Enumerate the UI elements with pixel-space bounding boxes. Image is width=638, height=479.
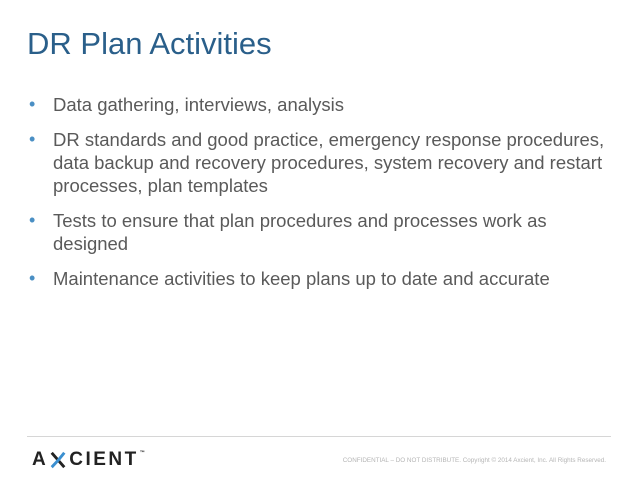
bullet-text: Maintenance activities to keep plans up to date and accurate: [53, 268, 550, 289]
bullet-icon: •: [29, 129, 36, 149]
logo-letter-a: A: [32, 449, 49, 470]
bullet-item: [27, 93, 617, 116]
bullet-icon: •: [29, 210, 36, 230]
bullet-text: Tests to ensure that plan procedures and processes work as designed: [53, 210, 547, 254]
bullet-item: [27, 267, 617, 290]
bullet-text: Data gathering, interviews, analysis: [53, 94, 345, 115]
footer-divider: [27, 436, 611, 437]
logo-letters-cient: CIENT: [69, 449, 139, 470]
bullet-item: [27, 128, 617, 197]
slide-title: DR Plan Activities: [27, 26, 272, 61]
logo-trademark: ™: [139, 450, 145, 456]
logo-x-icon: [49, 451, 67, 469]
bullet-icon: •: [29, 268, 36, 288]
bullet-text: DR standards and good practice, emergency response procedures, data backup and recovery procedures, system recovery and restart processes, plan templates: [53, 129, 605, 196]
bullet-icon: •: [29, 94, 36, 114]
bullet-list: [27, 93, 617, 302]
bullet-item: [27, 209, 617, 255]
axcient-logo: [32, 450, 145, 470]
footer-legal-text: CONFIDENTIAL – DO NOT DISTRIBUTE. Copyright © 2014 Axcient, Inc. All Rights Reserved.: [342, 457, 606, 464]
